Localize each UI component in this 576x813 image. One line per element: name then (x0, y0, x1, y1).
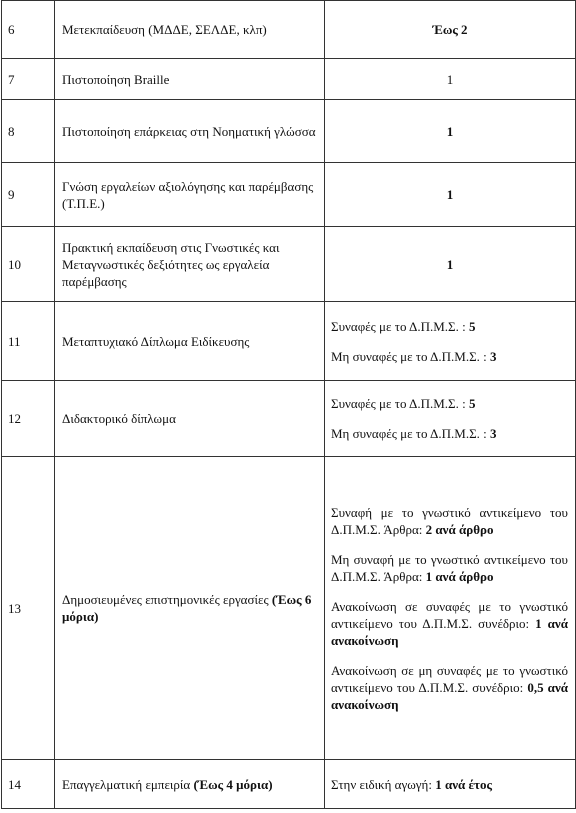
points-line (331, 776, 568, 793)
row-description (55, 457, 325, 760)
points-line (331, 598, 568, 649)
points-value: 2 ανά άρθρο (425, 521, 494, 537)
points-value: Έως 2 (432, 22, 468, 37)
points-line (331, 395, 568, 412)
table-row (2, 381, 576, 457)
table-row (2, 227, 576, 302)
row-number: 10 (2, 227, 55, 302)
points-value: 5 (468, 318, 476, 334)
table-row (2, 59, 576, 100)
row-number: 13 (2, 457, 55, 760)
points-label: Συναφές με το Δ.Π.Μ.Σ. : (331, 396, 469, 411)
row-number: 12 (2, 381, 55, 457)
row-points (325, 381, 576, 457)
criteria-table (1, 0, 576, 809)
points-line (331, 504, 568, 538)
description-text: Δημοσιευμένες επιστημονικές εργασίες (62, 592, 272, 607)
row-description: Μετεκπαίδευση (ΜΔΔΕ, ΣΕΛΔΕ, κλπ) (55, 1, 325, 59)
description-limit: (Έως 4 μόρια) (193, 776, 273, 792)
points-label: Στην ειδική αγωγή: (331, 776, 436, 792)
points-label: Μη συναφή με το γνωστικό αντικείμενο του Δ.Π.Μ.Σ. Άρθρα: (331, 551, 568, 584)
row-number: 7 (2, 59, 55, 100)
points-label: Μη συναφές με το Δ.Π.Μ.Σ. : (331, 348, 491, 364)
points-line (331, 425, 568, 442)
table-row (2, 1, 576, 59)
points-value: 0,5 ανά ανακοίνωση (331, 679, 569, 712)
row-points: 1 (325, 59, 576, 100)
points-value: 1 ανά άρθρο (425, 568, 494, 584)
points-value: 5 (468, 396, 476, 411)
row-number: 11 (2, 302, 55, 381)
points-line (331, 318, 568, 335)
row-description: Πιστοποίηση επάρκειας στη Νοηματική γλώσσα (55, 100, 325, 163)
row-description: Γνώση εργαλείων αξιολόγησης και παρέμβασης (Τ.Π.Ε.) (55, 163, 325, 227)
points-value: 1 (446, 187, 454, 202)
row-description (55, 760, 325, 809)
points-label: Ανακοίνωση σε μη συναφές με το γνωστικό αντικείμενο του Δ.Π.Μ.Σ. συνέδριο: (331, 662, 568, 695)
table-row (2, 100, 576, 163)
points-value: 1 ανά έτος (435, 776, 493, 792)
row-number: 8 (2, 100, 55, 163)
points-label: Ανακοίνωση σε συναφές με το γνωστικό αντικείμενο του Δ.Π.Μ.Σ. συνέδριο: (331, 598, 568, 631)
points-line (331, 662, 568, 713)
table-row (2, 163, 576, 227)
description-limit: (Έως 6 μόρια) (62, 592, 312, 624)
points-line (331, 348, 568, 365)
row-points (325, 302, 576, 381)
row-description: Διδακτορικό δίπλωμα (55, 381, 325, 457)
points-value: 1 (446, 256, 454, 272)
row-number: 6 (2, 1, 55, 59)
row-number: 9 (2, 163, 55, 227)
row-description: Πρακτική εκπαίδευση στις Γνωστικές και Μεταγνωστικές δεξιότητες ως εργαλεία παρέμβασης (55, 227, 325, 302)
row-points (325, 1, 576, 59)
description-text: Επαγγελματική εμπειρία (62, 776, 194, 792)
points-value: 1 (446, 123, 454, 139)
points-value: 3 (490, 426, 497, 441)
row-points (325, 457, 576, 760)
table-row (2, 457, 576, 760)
row-number: 14 (2, 760, 55, 809)
points-label: Μη συναφές με το Δ.Π.Μ.Σ. : (331, 426, 491, 441)
row-description: Μεταπτυχιακό Δίπλωμα Ειδίκευσης (55, 302, 325, 381)
row-points (325, 100, 576, 163)
points-value: 3 (490, 348, 497, 364)
table-row (2, 302, 576, 381)
points-label: Συναφή με το γνωστικό αντικείμενο του Δ.Π.Μ.Σ. Άρθρα: (331, 504, 568, 537)
points-value: 1 ανά ανακοίνωση (331, 615, 569, 648)
row-description: Πιστοποίηση Braille (55, 59, 325, 100)
row-points (325, 227, 576, 302)
row-points (325, 760, 576, 809)
points-label: Συναφές με το Δ.Π.Μ.Σ. : (331, 318, 469, 334)
table-row (2, 760, 576, 809)
row-points (325, 163, 576, 227)
points-line (331, 551, 568, 585)
